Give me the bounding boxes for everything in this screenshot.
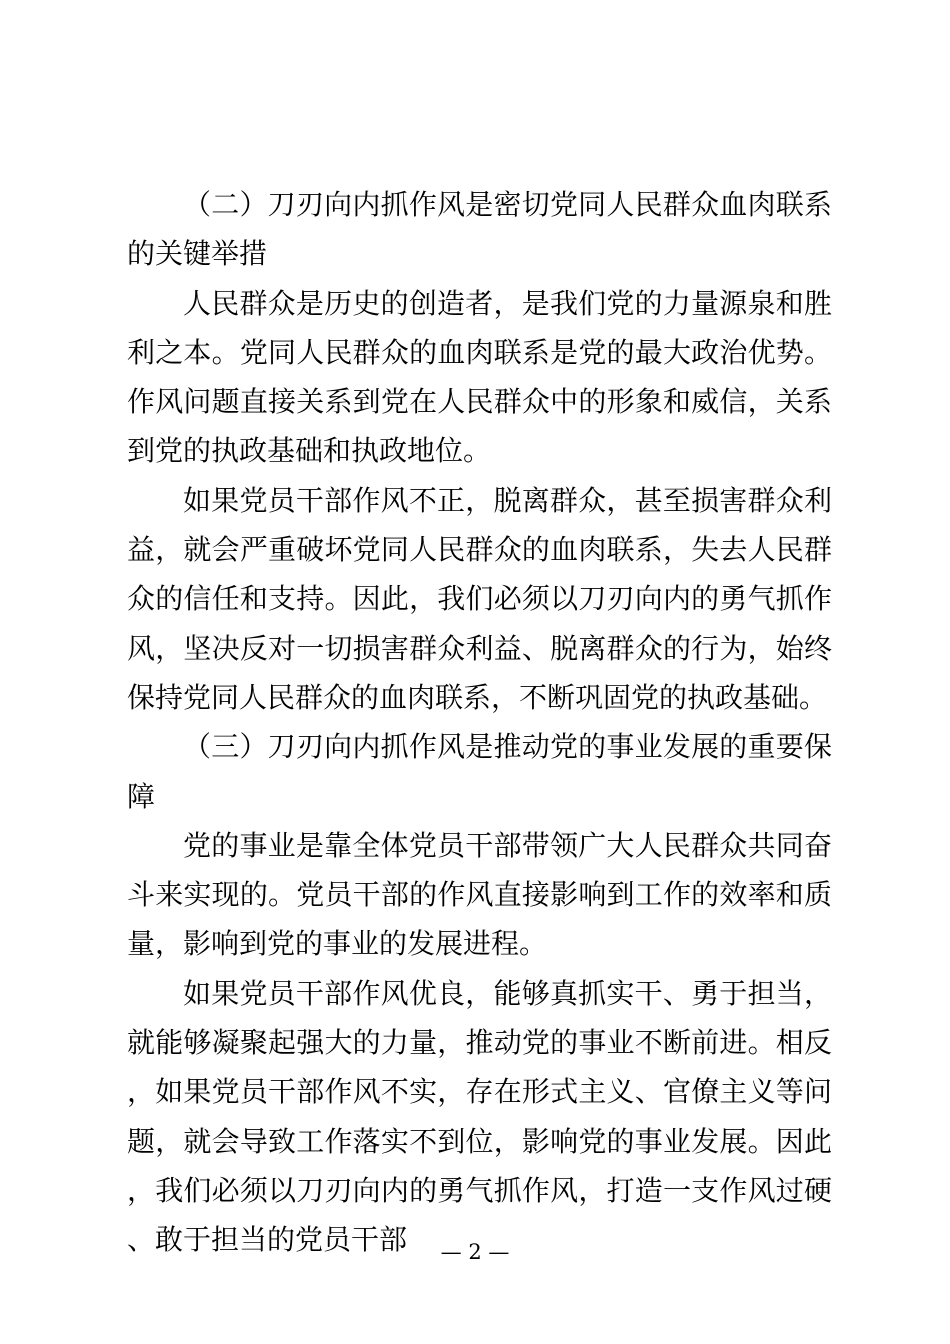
section-heading-3: （三）刀刃向内抓作风是推动党的事业发展的重要保障: [127, 730, 832, 813]
section-heading-2: （二）刀刃向内抓作风是密切党同人民群众血肉联系的关键举措: [127, 188, 832, 271]
body-paragraph: 如果党员干部作风不正，脱离群众，甚至损害群众利益，就会严重破坏党同人民群众的血肉联系，失去人民群众的信任和支持。因此，我们必须以刀刃向内的勇气抓作风，坚决反对一切损害群众利益、脱离群众的行为，始终保持党同人民群众的血肉联系，不断巩固党的执政基础。: [127, 483, 832, 714]
body-paragraph: 如果党员干部作风优良，能够真抓实干、勇于担当，就能够凝聚起强大的力量，推动党的事业不断前进。相反，如果党员干部作风不实，存在形式主义、官僚主义等问题，就会导致工作落实不到位，影响党的事业发展。因此，我们必须以刀刃向内的勇气抓作风，打造一支作风过硬、敢于担当的党员干部: [127, 976, 832, 1257]
page-number: — 2 —: [440, 1240, 510, 1264]
document-body: [127, 180, 832, 1265]
body-paragraph: 党的事业是靠全体党员干部带领广大人民群众共同奋斗来实现的。党员干部的作风直接影响到工作的效率和质量，影响到党的事业的发展进程。: [127, 828, 832, 961]
body-paragraph: 人民群众是历史的创造者，是我们党的力量源泉和胜利之本。党同人民群众的血肉联系是党的最大政治优势。作风问题直接关系到党在人民群众中的形象和威信，关系到党的执政基础和执政地位。: [127, 286, 832, 468]
